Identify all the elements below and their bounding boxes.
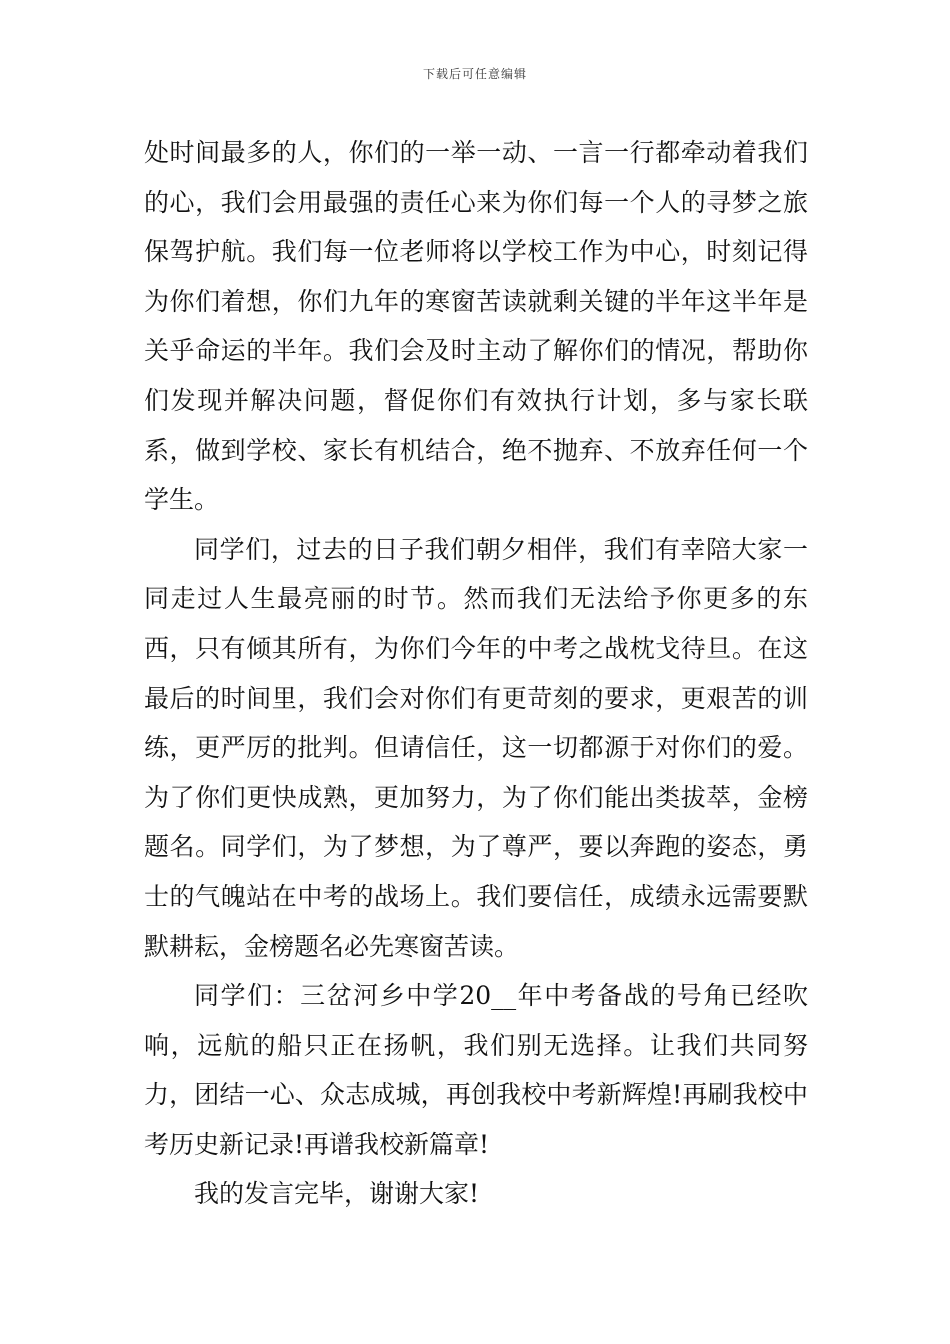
paragraph-3: 同学们：三岔河乡中学20__年中考备战的号角已经吹响，远航的船只正在扬帆，我们别无选择。让我们共同努力，团结一心、众志成城，再创我校中考新辉煌!再刷我校中考历史新记录!再谱我校新篇章! [144,981,808,1159]
paragraph-1: 处时间最多的人，你们的一举一动、一言一行都牵动着我们的心，我们会用最强的责任心来为你们每一个人的寻梦之旅保驾护航。我们每一位老师将以学校工作为中心，时刻记得为你们着想，你们九年的寒窗苦读就剩关键的半年这半年是关乎命运的半年。我们会及时主动了解你们的情况，帮助你们发现并解决问题，督促你们有效执行计划，多与家长联系，做到学校、家长有机结合，绝不抛弃、不放弃任何一个学生。 [144,138,808,515]
document-body [144,128,808,1219]
page-header: 下载后可任意编辑 [422,67,527,81]
paragraph-4: 我的发言完毕，谢谢大家! [194,1179,480,1209]
paragraph-2: 同学们，过去的日子我们朝夕相伴，我们有幸陪大家一同走过人生最亮丽的时节。然而我们无法给予你更多的东西，只有倾其所有，为你们今年的中考之战枕戈待旦。在这最后的时间里，我们会对你们有更苛刻的要求，更艰苦的训练，更严厉的批判。但请信任，这一切都源于对你们的爱。为了你们更快成熟，更加努力，为了你们能出类拔萃，金榜题名。同学们，为了梦想，为了尊严，要以奔跑的姿态，勇士的气魄站在中考的战场上。我们要信任，成绩永远需要默默耕耘，金榜题名必先寒窗苦读。 [144,534,808,961]
